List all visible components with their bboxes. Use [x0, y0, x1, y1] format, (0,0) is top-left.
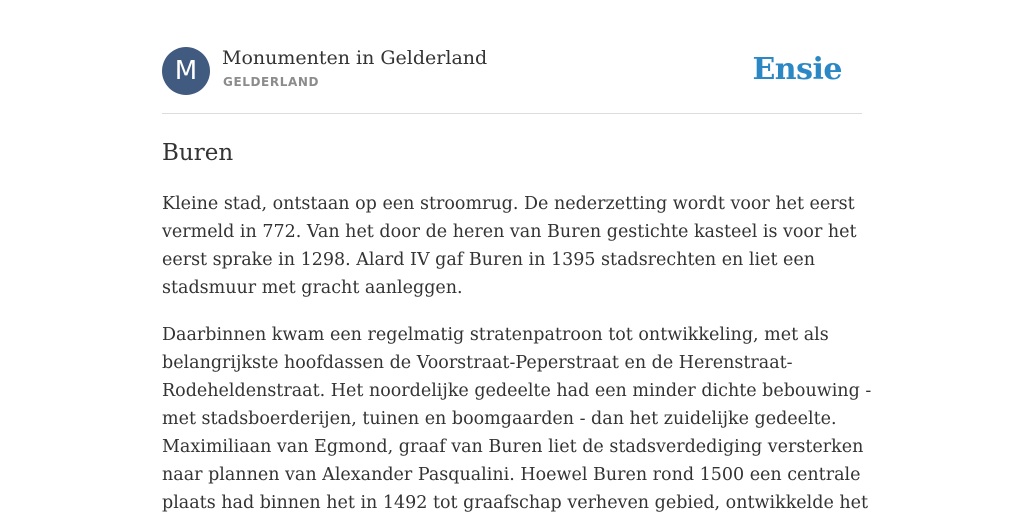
site-header	[162, 46, 862, 114]
paragraph-line: Rodeheldenstraat. Het noordelijke gedeelte had een minder dichte bebouwing -	[162, 381, 872, 401]
paragraph-line: Daarbinnen kwam een regelmatig stratenpatroon tot ontwikkeling, met als	[162, 325, 829, 345]
paragraph-line: eerst sprake in 1298. Alard IV gaf Buren in 1395 stadsrechten en liet een	[162, 250, 816, 270]
paragraph-line: Kleine stad, ontstaan op een stroomrug. De nederzetting wordt voor het eerst	[162, 194, 855, 214]
article-paragraph	[162, 321, 872, 512]
paragraph-line: vermeld in 772. Van het door de heren van Buren gestichte kasteel is voor het	[162, 222, 857, 242]
article	[162, 136, 872, 512]
site-subtitle[interactable]: GELDERLAND	[223, 75, 320, 89]
paragraph-line: Maximiliaan van Egmond, graaf van Buren liet de stadsverdediging versterken	[162, 437, 864, 457]
article-title: Buren	[162, 140, 234, 166]
paragraph-line: met stadsboerderijen, tuinen en boomgaarden - dan het zuidelijke gedeelte.	[162, 409, 837, 429]
ensie-logo[interactable]: Ensie	[752, 52, 842, 87]
article-paragraph	[162, 190, 862, 302]
paragraph-line: plaats had binnen het in 1492 tot graafschap verheven gebied, ontwikkelde het	[162, 493, 869, 512]
avatar[interactable]: M	[162, 47, 210, 95]
site-title[interactable]: Monumenten in Gelderland	[222, 47, 488, 69]
paragraph-line: belangrijkste hoofdassen de Voorstraat-Peperstraat en de Herenstraat-	[162, 353, 793, 373]
paragraph-line: naar plannen van Alexander Pasqualini. Hoewel Buren rond 1500 een centrale	[162, 465, 861, 485]
paragraph-line: stadsmuur met gracht aanleggen.	[162, 278, 463, 298]
